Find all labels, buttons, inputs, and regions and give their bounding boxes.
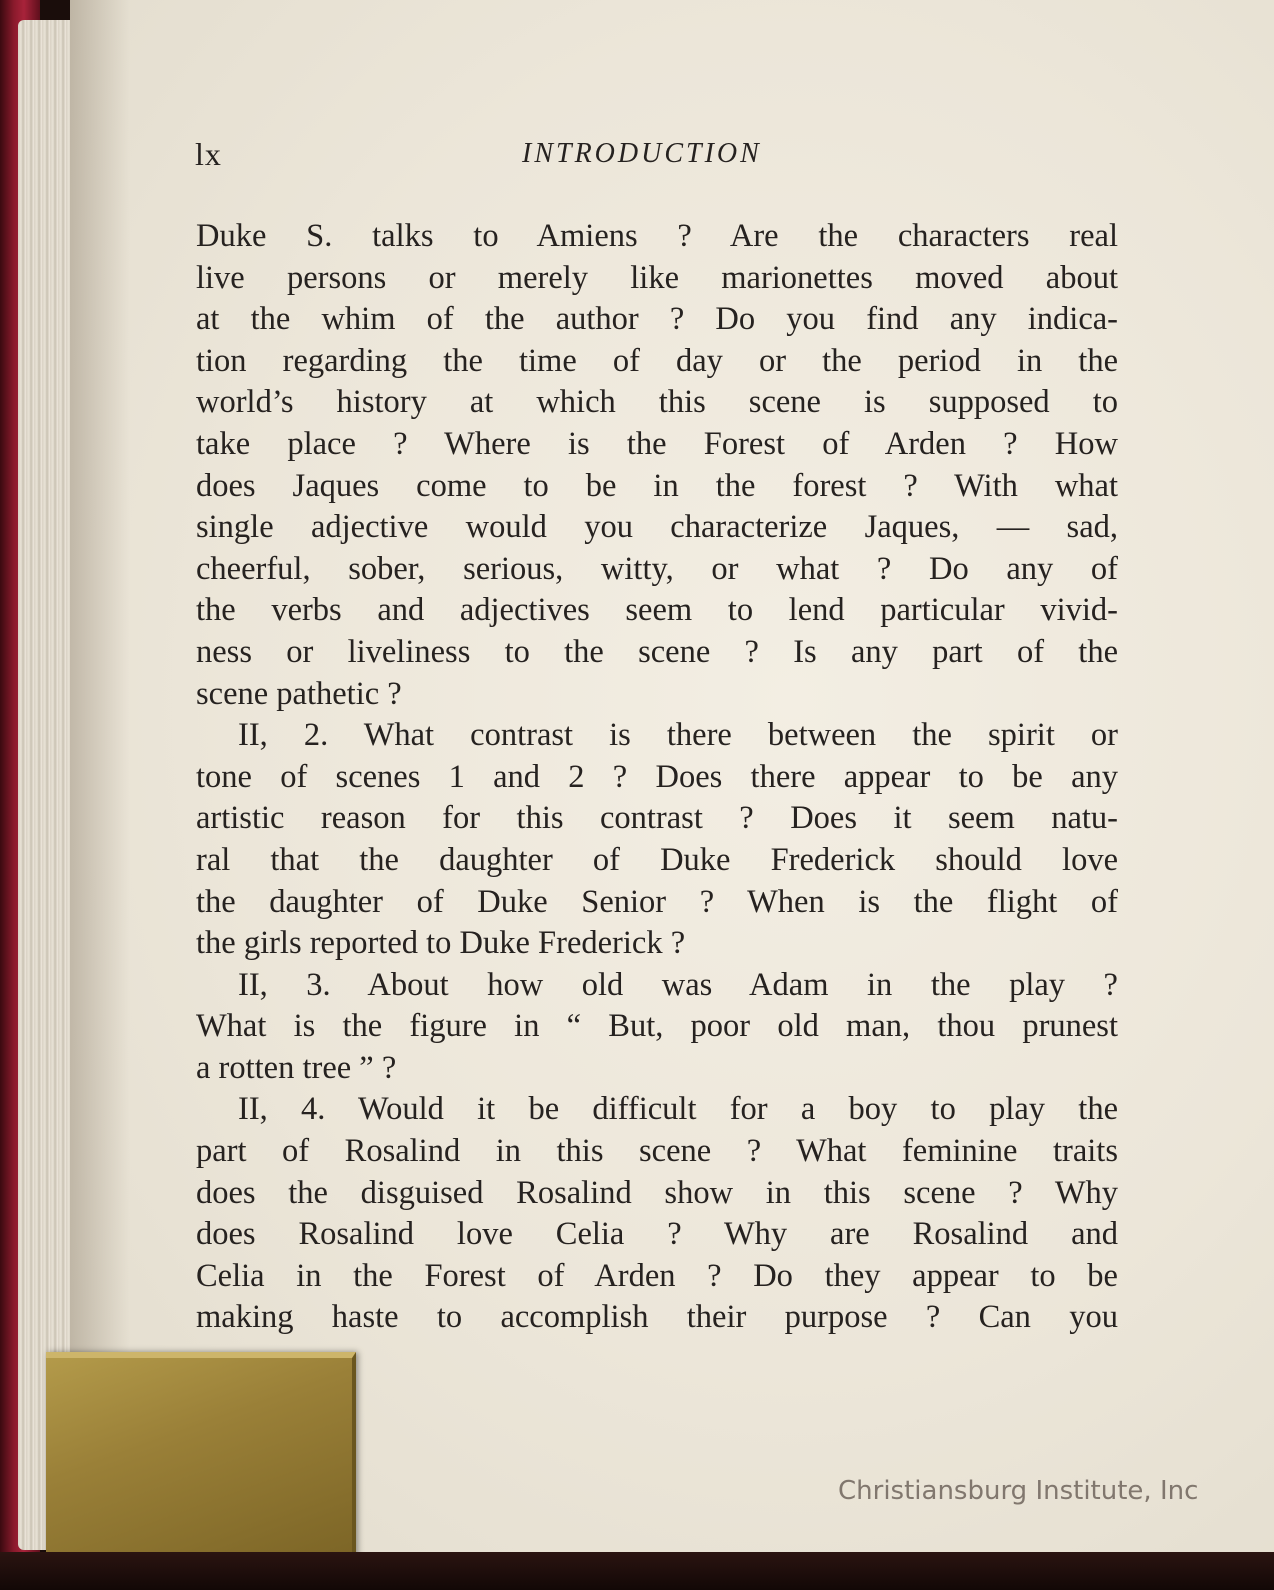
text-line: a rotten tree ” ?	[196, 1049, 397, 1086]
text-line: artistic reason for this contrast ? Does it seem natu-	[196, 800, 1118, 837]
page-number: lx	[195, 136, 222, 172]
text-line: II, 4. Would it be difficult for a boy to play the	[238, 1091, 1118, 1128]
text-line: part of Rosalind in this scene ? What feminine traits	[196, 1133, 1118, 1170]
text-line: at the whim of the author ? Do you find any indica-	[196, 301, 1118, 338]
text-line: single adjective would you characterize Jaques, — sad,	[196, 509, 1118, 546]
page-gutter-shadow	[70, 0, 130, 1555]
text-line: tion regarding the time of day or the period in the	[196, 342, 1118, 379]
text-line: does the disguised Rosalind show in this scene ? Why	[196, 1174, 1118, 1211]
running-title: INTRODUCTION	[522, 138, 762, 169]
credit-watermark: Christiansburg Institute, Inc	[838, 1476, 1199, 1506]
text-line: What is the figure in “ But, poor old man, thou prunest	[196, 1008, 1118, 1045]
text-line: does Rosalind love Celia ? Why are Rosalind and	[196, 1216, 1118, 1253]
text-line: ral that the daughter of Duke Frederick should love	[196, 841, 1118, 878]
text-line: does Jaques come to be in the forest ? With what	[196, 467, 1118, 504]
text-line: take place ? Where is the Forest of Arden ? How	[196, 425, 1118, 462]
text-line: making haste to accomplish their purpose ? Can you	[196, 1299, 1118, 1336]
text-line: ness or liveliness to the scene ? Is any part of the	[196, 633, 1118, 670]
text-line: the daughter of Duke Senior ? When is the flight of	[196, 883, 1118, 920]
text-line: tone of scenes 1 and 2 ? Does there appear to be any	[196, 758, 1118, 795]
text-line: world’s history at which this scene is supposed to	[196, 384, 1118, 421]
text-line: Duke S. talks to Amiens ? Are the characters real	[196, 218, 1118, 254]
text-line: the verbs and adjectives seem to lend particular vivid-	[196, 592, 1118, 629]
text-line: the girls reported to Duke Frederick ?	[196, 925, 686, 962]
text-line: cheerful, sober, serious, witty, or what ? Do any of	[196, 550, 1118, 587]
bookmark-card	[46, 1352, 356, 1558]
text-line: scene pathetic ?	[196, 675, 402, 712]
text-line: live persons or merely like marionettes moved about	[196, 259, 1118, 296]
text-line: II, 3. About how old was Adam in the play ?	[238, 966, 1118, 1003]
text-line: Celia in the Forest of Arden ? Do they appear to be	[196, 1257, 1118, 1294]
body-text	[196, 216, 1118, 1339]
text-line: II, 2. What contrast is there between the spirit or	[238, 717, 1118, 754]
bottom-edge	[0, 1552, 1274, 1590]
